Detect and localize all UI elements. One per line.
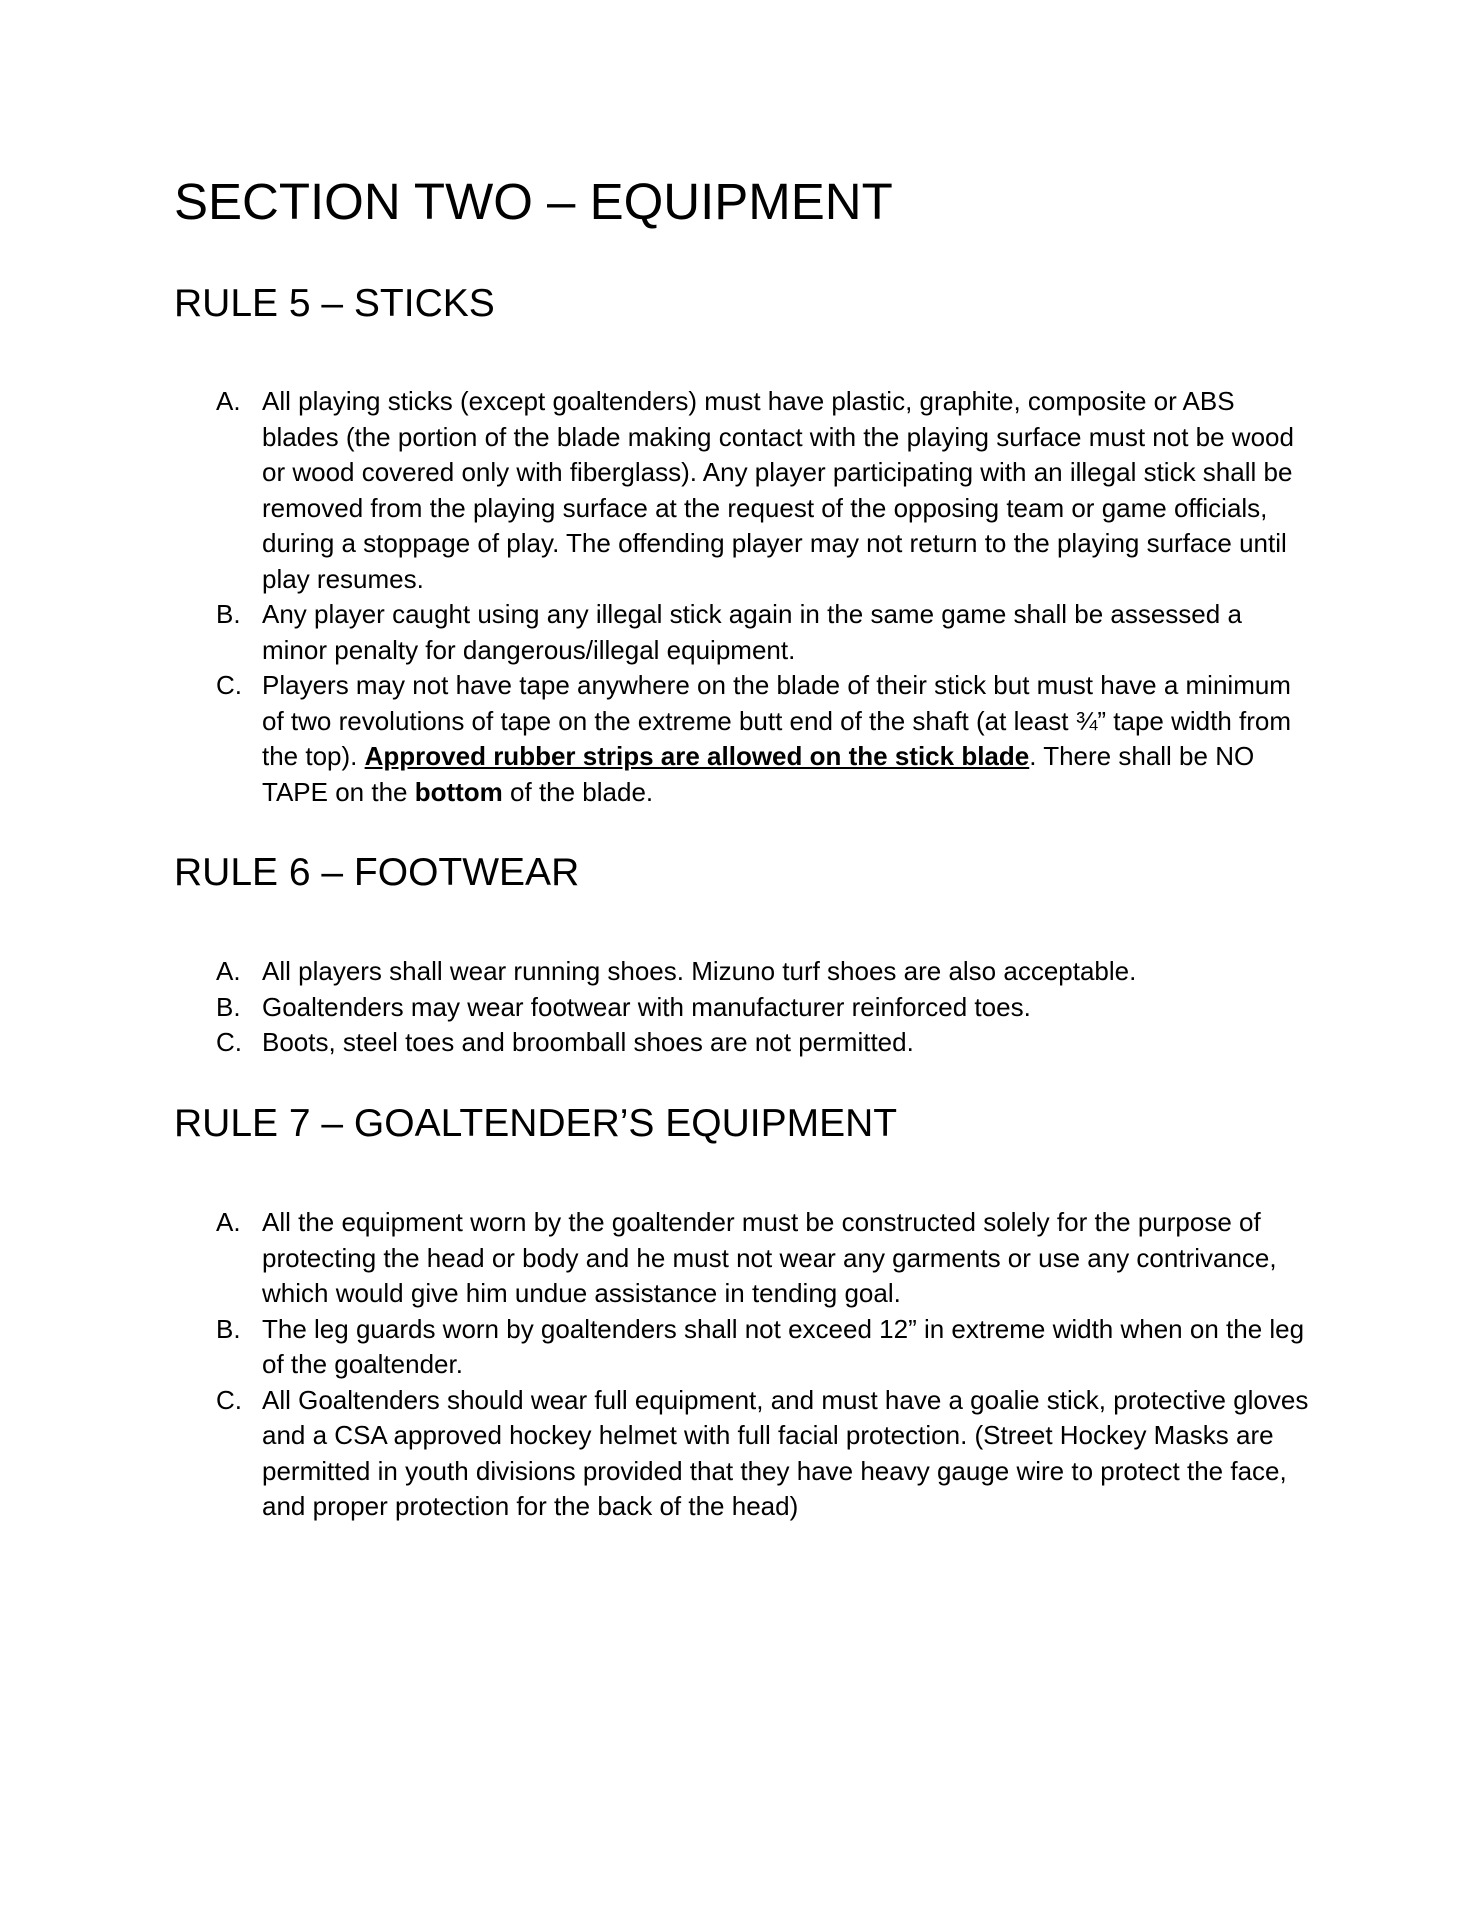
rule-7-item-c: [0, 1383, 1312, 1525]
rule-6-item-a-text: All players shall wear running shoes. Mizuno turf shoes are also acceptable.: [262, 956, 1137, 986]
list-marker: B.: [216, 991, 241, 1022]
rule-7-title: RULE 7 – GOALTENDER’S EQUIPMENT: [174, 1102, 898, 1145]
rule-5-item-c: [0, 668, 1312, 810]
rule-6-item-b: [0, 990, 1312, 1026]
rule-6-title: RULE 6 – FOOTWEAR: [174, 851, 580, 894]
rule-7-item-a: [0, 1205, 1312, 1312]
rule-6-item-b-text: Goaltenders may wear footwear with manufacturer reinforced toes.: [262, 991, 1031, 1022]
rule-5-list: [0, 384, 1484, 810]
rule-5-item-b-text: Any player caught using any illegal stick again in the same game shall be assessed a minor penalty for dangerous/illegal equipment.: [262, 599, 1242, 665]
list-marker: C.: [216, 1384, 242, 1415]
rule-7-item-a-text: All the equipment worn by the goaltender must be constructed solely for the purpose of protecting the head or body and he must not wear any garments or use any contrivance, which would give him undue assistance in tending goal.: [262, 1207, 1277, 1308]
rule-5-item-c-text-2: . There shall be NO TAPE on the: [262, 741, 1255, 807]
rule-5-item-c-text: Players may not have tape anywhere on the blade of their stick but must have a minimum of two revolutions of tape on the extreme butt end of the shaft (at least ¾” tape width from the top).: [262, 670, 1292, 771]
rule-6-item-c-text: Boots, steel toes and broomball shoes are not permitted.: [262, 1027, 914, 1057]
rule-7-item-b: [0, 1312, 1312, 1383]
list-marker: A.: [216, 386, 241, 416]
rule-5-item-a: [0, 384, 1312, 597]
rule-5-title: RULE 5 – STICKS: [174, 282, 495, 325]
list-marker: A.: [216, 956, 241, 986]
rule-5-item-c-emphasis: Approved rubber strips are allowed on the stick blade: [364, 741, 1030, 771]
list-marker: B.: [216, 599, 241, 629]
rule-6-item-a: [0, 954, 1312, 990]
rule-6-list: [0, 954, 1484, 1061]
rule-5-item-b: [0, 597, 1312, 668]
rule-7-item-c-text: All Goaltenders should wear full equipment, and must have a goalie stick, protective gloves and a CSA approved hockey helmet with full facial protection. (Street Hockey Masks are permitted in youth divisions provided that they have heavy gauge wire to protect the face, and proper protection for the back of the head): [262, 1384, 1309, 1521]
list-marker: C.: [216, 670, 242, 700]
list-marker: A.: [216, 1207, 241, 1237]
rule-6-item-c: [0, 1025, 1312, 1061]
list-marker: C.: [216, 1027, 242, 1057]
rule-5-item-c-bold: bottom: [414, 776, 503, 807]
rule-5-item-c-text-3: of the blade.: [502, 776, 654, 807]
rule-7-list: [0, 1205, 1484, 1525]
list-marker: B.: [216, 1313, 241, 1344]
rule-5-item-a-text: All playing sticks (except goaltenders) must have plastic, graphite, composite or ABS blades (the portion of the blade making contact with the playing surface must not be wood or wood covered only with fiberglass). Any player participating with an illegal stick shall be removed from the playing surface at the request of the opposing team or game officials, during a stoppage of play. The offending player may not return to the playing surface until play resumes.: [262, 386, 1294, 594]
rule-7-item-b-text: The leg guards worn by goaltenders shall not exceed 12” in extreme width when on the leg of the goaltender.: [262, 1313, 1305, 1379]
section-title: SECTION TWO – EQUIPMENT: [174, 173, 893, 230]
